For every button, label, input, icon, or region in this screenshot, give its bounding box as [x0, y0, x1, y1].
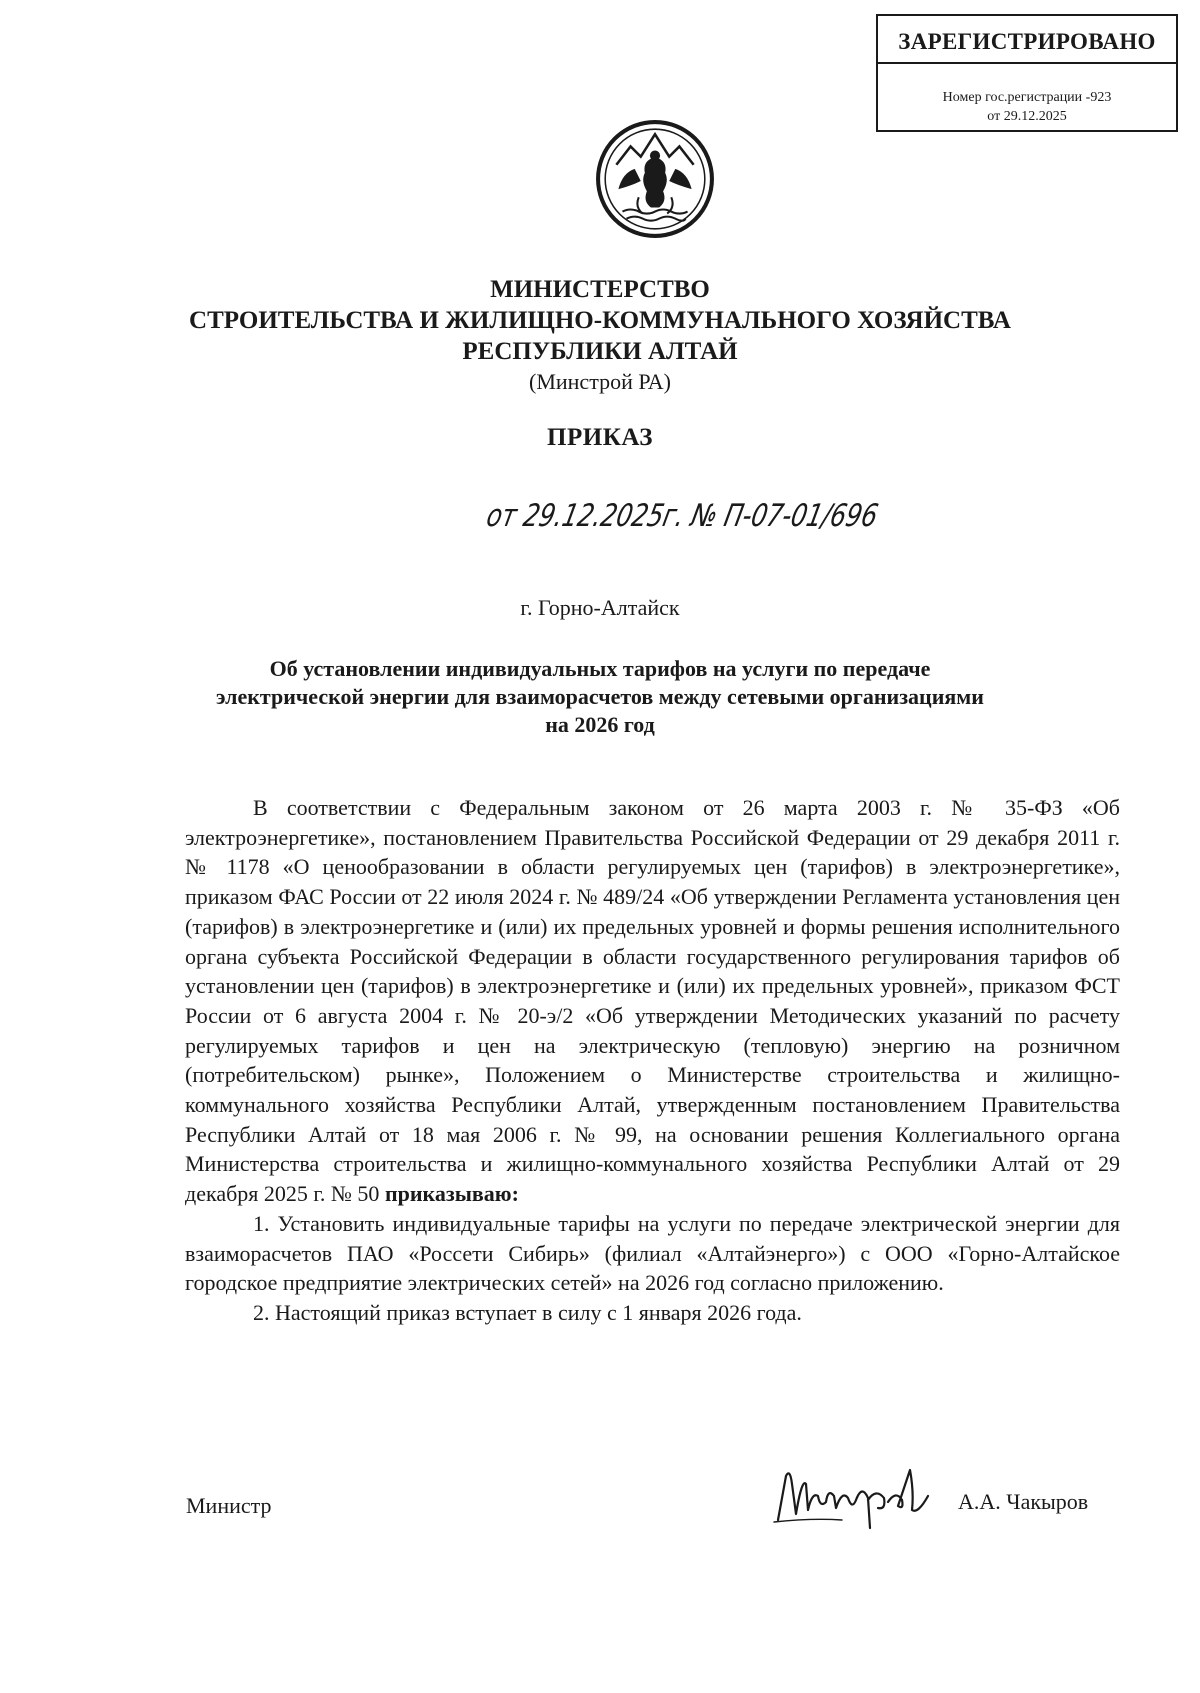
handwritten-signature [772, 1462, 942, 1534]
stamp-registration-number: Номер гос.регистрации -923 [942, 90, 1112, 105]
handwritten-date-number [483, 484, 988, 544]
city-name: г. Горно-Алтайск [520, 595, 680, 620]
subject-line2: электрической энергии для взаиморасчетов между сетевыми организациями [216, 684, 984, 709]
signatory-name: А.А. Чакыров [958, 1489, 1089, 1514]
ministry-title-line2: СТРОИТЕЛЬСТВА И ЖИЛИЩНО-КОММУНАЛЬНОГО ХОЗЯЙСТВА [189, 307, 1011, 334]
ministry-title-line1: МИНИСТЕРСТВО [490, 276, 710, 303]
ministry-short-name: (Минстрой РА) [529, 369, 671, 394]
document-type: ПРИКАЗ [547, 424, 653, 451]
coat-of-arms-icon [594, 118, 716, 240]
registration-stamp [876, 14, 1178, 132]
order-word: приказываю: [384, 1181, 519, 1207]
order-body [185, 793, 1120, 1328]
subject-line3: на 2026 год [545, 712, 655, 737]
signatory-title: Министр [186, 1493, 272, 1518]
subject-line1: Об установлении индивидуальных тарифов на услуги по передаче [269, 656, 931, 681]
order-item-1: 1. Установить индивидуальные тарифы на услуги по передаче электрической энергии для взаиморасчетов ПАО «Россети Сибирь» (филиал «Алтайэнерго») с ООО «Горно-Алтайское городское предприятие электрических сетей» на 2026 год согласно приложению. [185, 1210, 1120, 1296]
ministry-title-line3: РЕСПУБЛИКИ АЛТАЙ [462, 338, 738, 365]
preamble-paragraph [185, 793, 1120, 1209]
preamble-text: В соответствии с Федеральным законом от 26 марта 2003 г. № 35-ФЗ «Об электроэнергетике», постановлением Правительства Российской Федерации от 29 декабря 2011 г. № 1178 «О ценообразовании в области регулируемых цен (тарифов) в электроэнергетике», приказом ФАС России от 22 июля 2024 г. № 489/24 «Об утверждении Регламента установления цен (тарифов) в электроэнергетике и (или) их предельных уровней и формы решения исполнительного органа субъекта Российской Федерации в области государственного регулирования тарифов об установлении цен (тарифов) в электроэнергетике и (или) их предельных уровней», приказом ФСТ России от 6 августа 2004 г. № 20-э/2 «Об утверждении Методических указаний по расчету регулируемых тарифов и цен на электрическую (тепловую) энергию на розничном (потребительском) рынке», Положением о Министерстве строительства и жилищно-коммунального хозяйства Республики Алтай, утвержденным постановлением Правительства Республики Алтай от 18 мая 2006 г. № 99, на основании решения Коллегиального органа Министерства строительства и жилищно-коммунального хозяйства Республики Алтай от 29 декабря 2025 г. № 50 [185, 795, 1120, 1207]
stamp-registration-date: от 29.12.2025 [987, 109, 1067, 124]
handwritten-order-date: от 29.12.2025г. № П-07-01/696 [483, 498, 988, 534]
order-item-2: 2. Настоящий приказ вступает в силу с 1 января 2026 года. [253, 1299, 802, 1325]
stamp-title: ЗАРЕГИСТРИРОВАНО [878, 22, 1176, 64]
